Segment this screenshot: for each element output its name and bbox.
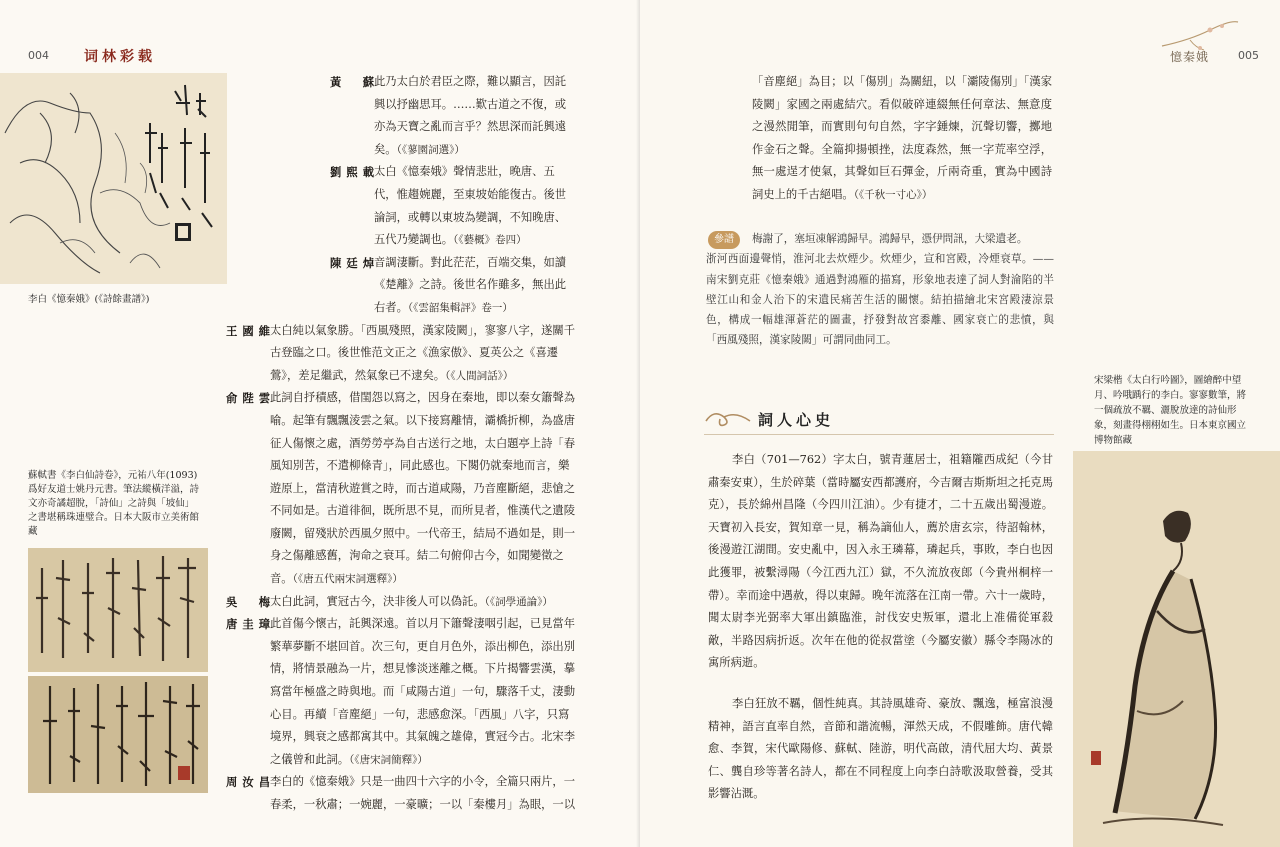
commentary-entry xyxy=(226,591,576,614)
libai-portrait xyxy=(1073,451,1280,847)
running-title-left: 词林彩载 xyxy=(84,49,156,65)
commentary-text: 太白《憶秦娥》聲情悲壯，晚唐、五代，惟趨婉麗，至東坡始能復古。後世論詞，或轉以東坡為變調，不知晚唐、五代乃變調也。（《藝概》卷四） xyxy=(374,165,567,247)
walking-poet-icon xyxy=(1073,451,1280,847)
shiyu-huapu-illustration xyxy=(0,73,227,284)
section-divider xyxy=(704,434,1054,435)
section-heading xyxy=(704,407,834,431)
commentary-text: 此首傷今懷古，託興深遠。首以月下簫聲淒咽引起，已見當年繁華夢斷不堪回首。次三句，更自月色外，添出柳色，添出別情，將情景融為一片，想見慘淡迷離之概。下片揭響雲漢，摹寫當年極盛之時與地。而「咸陽古道」一句，驟落千丈，淒動心目。再續「音塵絕」一句，悲感愈深。「西風」八字，只寫境界，興衰之感都寓其中。其氣魄之雄偉，實冠今古。北宋李之儀曾和此詞。（《唐宋詞簡釋》） xyxy=(270,617,576,766)
commentary-text: 此乃太白於君臣之際，難以顯言，因託興以抒幽思耳。……歎古道之不復，或亦為天寶之亂而言乎？然思深而託興遠矣。（《蓼園詞選》） xyxy=(374,75,567,156)
commentary-text: 太白此詞，實冠古今，決非後人可以偽託。（《詞學通論》） xyxy=(270,594,553,608)
commentary-entry xyxy=(226,161,576,251)
top-image-caption: 李白《憶秦娥》(《詩餘畫譜》) xyxy=(28,294,150,305)
commentator-name: 陳廷焯 xyxy=(330,255,374,270)
calligraphy-caption: 蘇軾書《李白仙詩卷》，元祐八年(1093)爲好友道士姚丹元書。筆法縱橫洋溢，詩文亦奇譎超脫，「詩仙」之詩與「坡仙」之書堪稱珠連璧合。日本大阪市立美術館藏 xyxy=(28,470,200,537)
page-number-right: 005 xyxy=(1238,49,1259,62)
running-title-right: 憶秦娥 xyxy=(1170,50,1210,64)
commentator-name: 唐圭璋 xyxy=(226,617,270,632)
calligraphy-scroll-icon xyxy=(28,676,208,793)
commentator-name: 俞陛雲 xyxy=(226,391,270,406)
cipai-line: 梅謝了，塞垣凍解鴻歸早。鴻歸早，憑伊問訊，大梁遺老。 xyxy=(752,233,1028,245)
commentary-continuation: 「音塵絕」為目；以「傷別」為關紐，以「灞陵傷別」「漢家陵闕」家國之兩處結穴。看似破碎連綴無任何章法、無意度之漫然閒筆，而實則句句自然，字字錘煉，沉聲切響，擲地作金石之聲。全篇抑揚頓挫，法度森然，無一字荒率空浮，無一處逞才使氣，其聲如巨石彈金，斤兩奇重，實為中國詩詞史上的千古絕唱。（《千秋一寸心》） xyxy=(752,75,1052,201)
cipai-section xyxy=(706,229,1054,351)
commentator-name: 吳梅 xyxy=(226,594,270,609)
portrait-caption: 宋梁楷《太白行吟圖》，圖繪醉中望月、吟哦踽行的李白。寥寥數筆，將一個疏放不羈、灑脫放達的詩仙形象，刻畫得栩栩如生。日本東京國立博物館藏 xyxy=(1094,375,1247,446)
commentary-entry xyxy=(226,71,576,161)
cipai-badge: 參譜 xyxy=(708,231,740,249)
commentary-text: 太白純以氣象勝。「西風殘照，漢家陵闕」，寥寥八字，遂關千古登臨之口。後世惟范文正之《漁家傲》、夏英公之《喜遷鶯》，差足繼武，然氣象已不逮矣。（《人間詞話》） xyxy=(270,323,576,382)
commentator-name: 王國維 xyxy=(226,323,270,338)
commentary-entry xyxy=(226,320,576,388)
commentary-text: 音調淒斷。對此茫茫，百端交集，如讀《楚離》之詩。後世名作雖多，無出此右者。（《雲韶集輯評》卷一） xyxy=(374,255,567,314)
commentary-text: 此詞自抒積感，借閨怨以寫之，因身在秦地，即以秦女簫聲為喻。起筆有飄飄淩雲之氣。以下接寫離情，灞橋折柳，為盛唐征人傷懷之處，酒勞勞亭為自古送行之地，太白題亭上詩「春風知別苦，不遣柳條青」，同此感也。下闋仍就秦地而言，樂遊原上，當清秋遊賞之時，而古道咸陽，乃音塵斷絕，悲愴之不同如是。古道徘徊，既所思不見，而所見者，惟漢代之遺陵廢闕，留殘狀於西風夕照中。一代帝王，結局不過如是，則一身之傷離感舊，洵命之衰耳。結二句俯仰古今，如聞變徵之音。（《唐五代兩宋詞選釋》） xyxy=(270,391,576,586)
commentator-name: 黃蘇 xyxy=(330,75,374,89)
bio-paragraph: 李白狂放不羈，個性純真。其詩風雄奇、豪放、飄逸，極富浪漫精神，語言直率自然，音節和諧流暢，渾然天成，不假雕飾。唐代韓愈、李賀，宋代歐陽修、蘇軾、陸游，明代高啟，清代屈大均、黃景仁、龔自珍等著名詩人，都在不同程度上向李白詩歌汲取營養，受其影響沾溉。 xyxy=(708,697,1053,801)
calligraphy-image-top xyxy=(28,548,208,672)
cipai-line: 浙河西面邊聲悄，淮河北去炊煙少。炊煙少，宣和宮殿，冷煙衰草。——南宋劉克莊《憶秦娥》通過對鴻雁的描寫，形象地表達了詞人對淪陷的半壁江山和金人治下的宋遺民痛苦生活的關懷。結拍描繪北宋宮殿淒涼景色，構成一幅雄渾蒼茫的圖畫，抒發對故宮黍離、國家衰亡的悲憤，與「西風殘照，漢家陵闕」可謂同曲同工。 xyxy=(706,253,1054,347)
commentary-entry xyxy=(226,613,576,771)
commentary-list xyxy=(226,71,576,817)
bio-paragraph: 李白（701—762）字太白，號青蓮居士，祖籍隴西成紀（今甘肅秦安東），生於碎葉（當時屬安西都護府，今吉爾吉斯斯坦之托克馬克），長於綿州昌隆（今四川江油）。少有捷才，二十五歲出蜀漫遊。天寶初入長安，賀知章一見，稱為謫仙人，薦於唐玄宗，待詔翰林，後漫遊江湖間。安史亂中，因入永王璘幕，璘起兵，事敗，李白也因此獲罪，被繫潯陽（今江西九江）獄，不久流放夜郎（今貴州桐梓一帶）。幸而途中遇赦，得以東歸。晚年流落在江南一帶。六十一歲時，聞太尉李光弼率大軍出鎮臨淮，討伐安史叛軍，還北上准備從軍殺敵，半路因病折返。次年在他的從叔當塗（今屬安徽）縣令李陽冰的寓所病逝。 xyxy=(708,453,1053,670)
commentary-text: 李白的《憶秦娥》只是一曲四十六字的小令，全篇只兩片，一春柔，一秋肅；一婉麗，一豪曠；一以「秦樓月」為眼，一以 xyxy=(270,775,576,811)
calligraphy-scroll-icon xyxy=(28,548,208,672)
commentator-name: 周汝昌 xyxy=(226,775,270,790)
commentary-entry xyxy=(226,387,576,590)
ink-landscape-icon xyxy=(0,73,227,284)
commentary-entry xyxy=(226,771,576,816)
page-number-left: 004 xyxy=(28,49,49,62)
calligraphy-image-bottom xyxy=(28,676,208,793)
commentator-name: 劉熙載 xyxy=(330,165,374,180)
commentary-entry xyxy=(226,252,576,320)
cloud-scroll-icon xyxy=(704,407,752,431)
section-title-text: 詞人心史 xyxy=(758,410,835,429)
